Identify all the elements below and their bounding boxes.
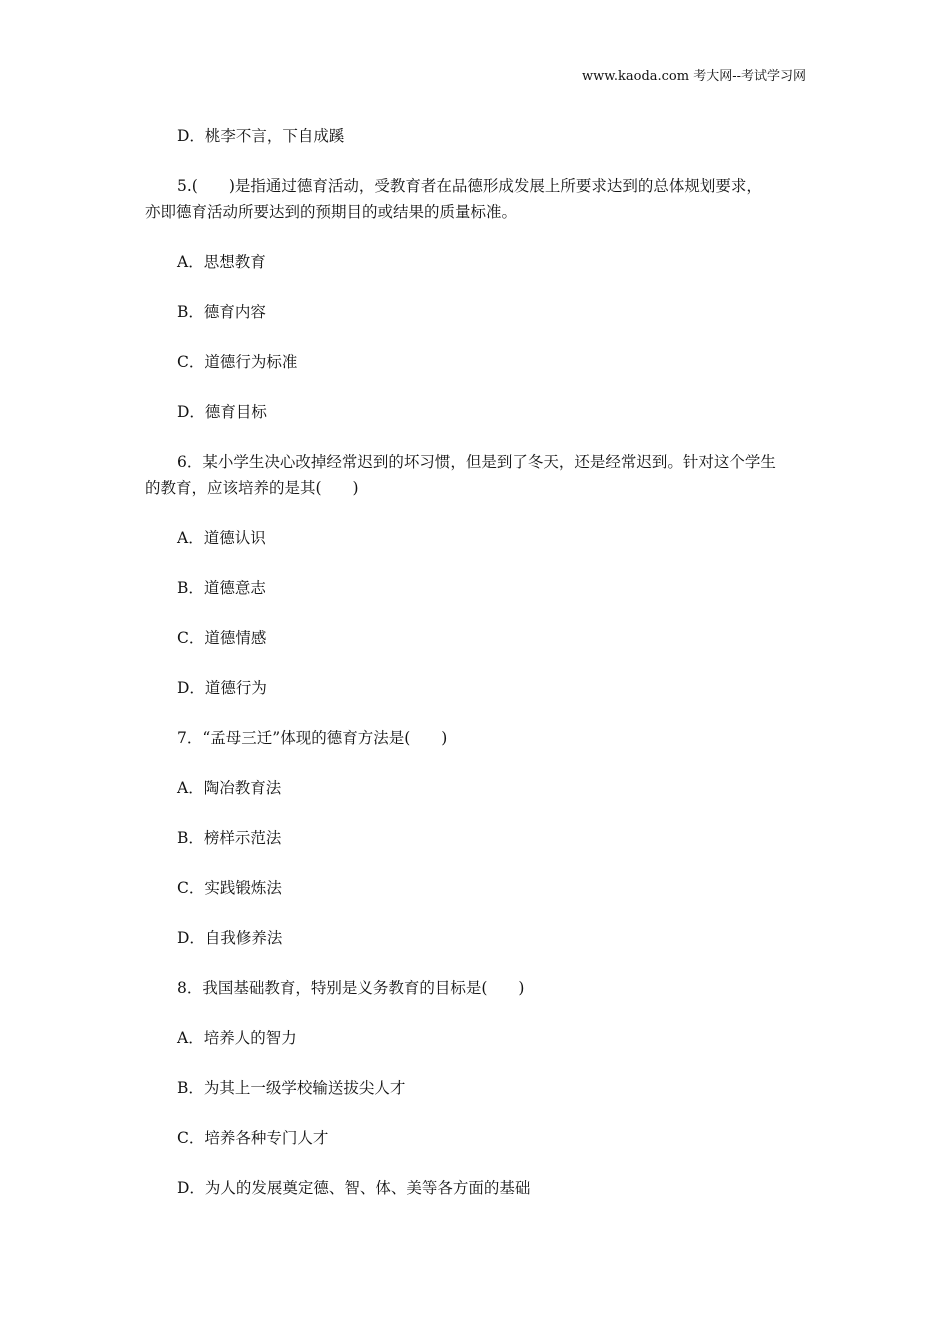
- option-item: B．德育内容: [177, 303, 266, 321]
- question-text: 的教育，应该培养的是其( ): [145, 479, 359, 497]
- question-item: [145, 176, 807, 222]
- question-text: 5.( )是指通过德育活动，受教育者在品德形成发展上所要求达到的总体规划要求，: [177, 177, 762, 195]
- question-text: 8．我国基础教育，特别是义务教育的目标是( ): [177, 979, 525, 997]
- question-item: [145, 728, 807, 748]
- question-text: 6．某小学生决心改掉经常迟到的坏习惯，但是到了冬天，还是经常迟到。针对这个学生: [177, 453, 776, 471]
- question-text: 亦即德育活动所要达到的预期目的或结果的质量标准。: [145, 203, 518, 221]
- option-item: D．道德行为: [177, 679, 267, 697]
- option-item: B．为其上一级学校输送拔尖人才: [177, 1079, 406, 1097]
- document-body: [145, 126, 807, 1228]
- option-item: D．自我修养法: [177, 929, 283, 947]
- option-item: C．实践锻炼法: [177, 879, 282, 897]
- option-item: A．培养人的智力: [177, 1029, 297, 1047]
- option-item: A．思想教育: [177, 253, 266, 271]
- option-item: C．培养各种专门人才: [177, 1129, 329, 1147]
- option-item: C．道德情感: [177, 629, 267, 647]
- question-text: 7．“孟母三迁”体现的德育方法是( ): [177, 729, 448, 747]
- option-item: D．德育目标: [177, 403, 267, 421]
- option-item: B．道德意志: [177, 579, 266, 597]
- option-item: D．桃李不言，下自成蹊: [177, 127, 345, 145]
- option-item: C．道德行为标准: [177, 353, 298, 371]
- option-item: B．榜样示范法: [177, 829, 282, 847]
- question-item: [145, 978, 807, 998]
- option-item: A．道德认识: [177, 529, 266, 547]
- option-item: D．为人的发展奠定德、智、体、美等各方面的基础: [177, 1179, 531, 1197]
- site-header: www.kaoda.com 考大网--考试学习网: [582, 69, 806, 84]
- question-item: [145, 452, 807, 498]
- option-item: A．陶冶教育法: [177, 779, 282, 797]
